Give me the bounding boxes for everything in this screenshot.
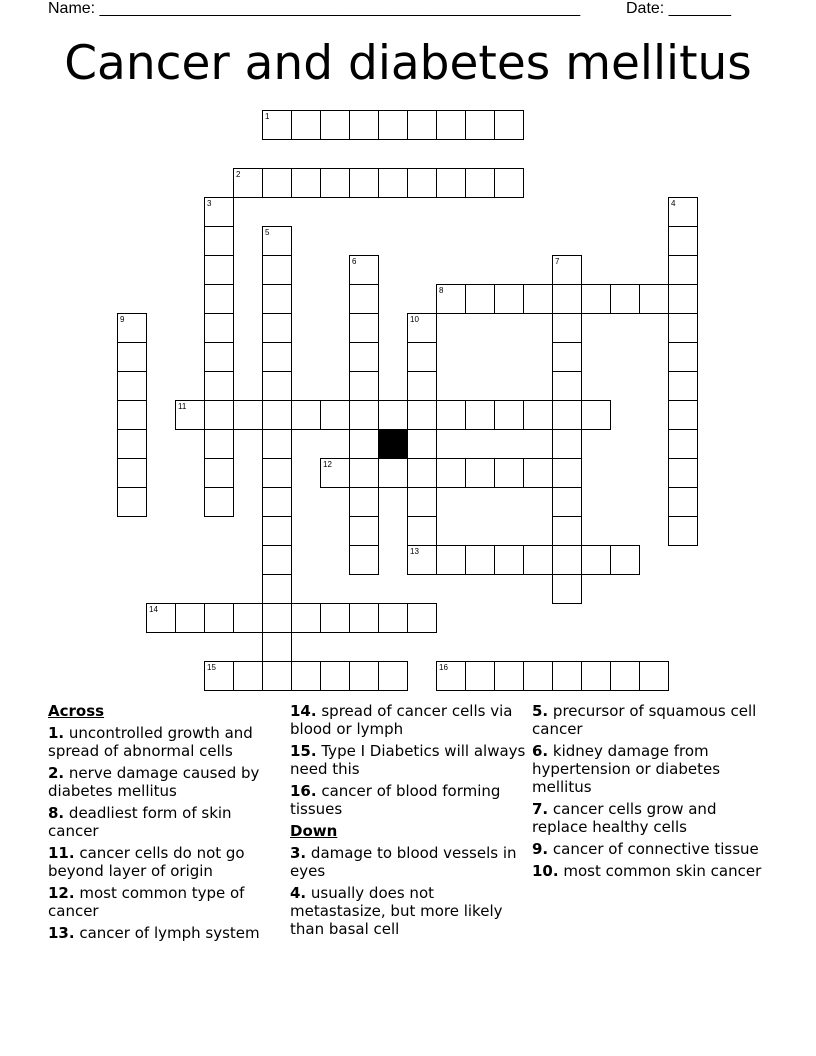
down-clue: 9. cancer of connective tissue	[532, 840, 759, 858]
grid-cell[interactable]	[581, 661, 611, 691]
across-clue: 16. cancer of blood forming tissues	[290, 782, 501, 818]
grid-cell[interactable]	[552, 400, 582, 430]
grid-cell[interactable]	[523, 400, 553, 430]
grid-cell[interactable]	[523, 458, 553, 488]
grid-cell[interactable]	[262, 661, 292, 691]
grid-cell[interactable]	[378, 603, 408, 633]
grid-cell[interactable]	[204, 458, 234, 488]
grid-cell[interactable]	[262, 603, 292, 633]
grid-cell[interactable]	[552, 516, 582, 546]
grid-cell[interactable]	[262, 487, 292, 517]
grid-cell[interactable]	[320, 661, 350, 691]
grid-cell[interactable]	[494, 168, 524, 198]
clue-number: 4	[671, 199, 676, 208]
grid-cell[interactable]	[204, 284, 234, 314]
grid-cell[interactable]	[320, 603, 350, 633]
grid-cell[interactable]	[291, 603, 321, 633]
clue-number: 5	[265, 228, 270, 237]
grid-cell[interactable]	[378, 110, 408, 140]
grid-cell[interactable]	[262, 342, 292, 372]
grid-cell[interactable]	[117, 371, 147, 401]
grid-cell[interactable]	[668, 487, 698, 517]
grid-cell[interactable]	[407, 168, 437, 198]
date-field[interactable]: Date: _______	[626, 0, 731, 17]
grid-cell[interactable]	[610, 545, 640, 575]
grid-cell[interactable]	[349, 661, 379, 691]
grid-cell[interactable]	[668, 313, 698, 343]
grid-cell[interactable]	[465, 661, 495, 691]
grid-cell[interactable]	[668, 342, 698, 372]
grid-cell[interactable]	[407, 458, 437, 488]
grid-cell[interactable]	[233, 603, 263, 633]
grid-cell[interactable]	[494, 400, 524, 430]
down-clue: 6. kidney damage from hypertension or diabetes mellitus	[532, 742, 721, 796]
clue-number: 16	[439, 663, 448, 672]
grid-cell[interactable]	[378, 168, 408, 198]
down-clue: 7. cancer cells grow and replace healthy cells	[532, 800, 717, 836]
across-clue: 12. most common type of cancer	[48, 884, 245, 920]
clue-number: 14	[149, 605, 158, 614]
grid-cell[interactable]	[349, 458, 379, 488]
grid-cell[interactable]	[668, 371, 698, 401]
clue-number: 3	[207, 199, 212, 208]
clue-number: 9	[120, 315, 125, 324]
grid-cell[interactable]	[407, 400, 437, 430]
grid-cell[interactable]	[349, 487, 379, 517]
grid-cell[interactable]	[204, 400, 234, 430]
grid-cell[interactable]	[262, 429, 292, 459]
grid-cell[interactable]	[320, 168, 350, 198]
grid-cell[interactable]	[436, 400, 466, 430]
across-clue: 1. uncontrolled growth and spread of abnormal cells	[48, 724, 253, 760]
grid-cell[interactable]	[668, 516, 698, 546]
grid-cell[interactable]	[465, 400, 495, 430]
grid-cell[interactable]	[233, 400, 263, 430]
grid-cell[interactable]	[552, 371, 582, 401]
clue-number: 2	[236, 170, 241, 179]
grid-cell[interactable]	[436, 545, 466, 575]
grid-cell[interactable]	[320, 400, 350, 430]
grid-cell[interactable]	[204, 226, 234, 256]
grid-cell[interactable]	[494, 284, 524, 314]
clue-column-2	[290, 702, 526, 942]
grid-cell[interactable]	[639, 284, 669, 314]
grid-cell[interactable]	[291, 661, 321, 691]
grid-cell[interactable]	[262, 255, 292, 285]
grid-cell[interactable]	[552, 545, 582, 575]
grid-cell[interactable]	[465, 284, 495, 314]
down-clue: 10. most common skin cancer	[532, 862, 762, 880]
across-clue: 8. deadliest form of skin cancer	[48, 804, 232, 840]
grid-cell[interactable]	[436, 110, 466, 140]
grid-cell[interactable]	[349, 400, 379, 430]
across-heading: Across	[48, 702, 105, 720]
grid-cell[interactable]	[436, 168, 466, 198]
grid-cell[interactable]	[204, 342, 234, 372]
grid-cell[interactable]	[465, 545, 495, 575]
grid-cell[interactable]	[552, 429, 582, 459]
grid-cell[interactable]	[204, 313, 234, 343]
grid-cell[interactable]	[407, 342, 437, 372]
across-clue: 13. cancer of lymph system	[48, 924, 260, 942]
grid-cell[interactable]	[349, 429, 379, 459]
clue-column-3	[532, 702, 772, 884]
grid-cell[interactable]	[552, 574, 582, 604]
grid-cell[interactable]	[349, 168, 379, 198]
grid-cell[interactable]	[494, 110, 524, 140]
grid-cell[interactable]	[262, 632, 292, 662]
grid-cell[interactable]	[349, 603, 379, 633]
clue-number: 7	[555, 257, 560, 266]
across-clue: 14. spread of cancer cells via blood or lymph	[290, 702, 513, 738]
grid-cell[interactable]	[262, 516, 292, 546]
grid-cell[interactable]	[204, 255, 234, 285]
grid-cell[interactable]	[407, 110, 437, 140]
grid-cell[interactable]	[349, 371, 379, 401]
clue-number: 1	[265, 112, 270, 121]
grid-cell[interactable]	[117, 458, 147, 488]
clue-number: 10	[410, 315, 419, 324]
across-clue: 11. cancer cells do not go beyond layer of origin	[48, 844, 245, 880]
grid-cell[interactable]	[581, 545, 611, 575]
grid-cell[interactable]	[349, 110, 379, 140]
grid-cell[interactable]	[407, 429, 437, 459]
grid-cell[interactable]	[552, 342, 582, 372]
clue-number: 8	[439, 286, 444, 295]
grid-cell[interactable]	[523, 545, 553, 575]
grid-cell[interactable]	[262, 168, 292, 198]
grid-cell[interactable]	[349, 313, 379, 343]
grid-cell[interactable]	[204, 603, 234, 633]
grid-cell[interactable]	[291, 400, 321, 430]
grid-cell[interactable]	[639, 661, 669, 691]
grid-cell[interactable]	[117, 400, 147, 430]
page-title: Cancer and diabetes mellitus	[64, 36, 752, 91]
grid-cell[interactable]	[204, 429, 234, 459]
grid-cell[interactable]	[407, 603, 437, 633]
grid-cell[interactable]	[668, 255, 698, 285]
clue-number: 15	[207, 663, 216, 672]
grid-cell[interactable]	[262, 371, 292, 401]
grid-cell[interactable]	[349, 516, 379, 546]
grid-cell[interactable]	[233, 661, 263, 691]
grid-cell[interactable]	[262, 400, 292, 430]
grid-cell[interactable]	[494, 661, 524, 691]
grid-cell[interactable]	[610, 284, 640, 314]
down-clue: 4. usually does not metastasize, but more likely than basal cell	[290, 884, 503, 938]
grid-cell[interactable]	[552, 284, 582, 314]
grid-cell[interactable]	[494, 545, 524, 575]
grid-cell[interactable]	[668, 458, 698, 488]
clue-column-1	[48, 702, 284, 946]
grid-cell[interactable]	[494, 458, 524, 488]
grid-cell[interactable]	[668, 284, 698, 314]
grid-cell[interactable]	[262, 284, 292, 314]
grid-cell[interactable]	[262, 313, 292, 343]
down-clue: 3. damage to blood vessels in eyes	[290, 844, 517, 880]
grid-cell[interactable]	[349, 284, 379, 314]
down-heading: Down	[290, 822, 338, 840]
grid-cell[interactable]	[581, 284, 611, 314]
grid-cell[interactable]	[407, 487, 437, 517]
grid-cell[interactable]	[668, 400, 698, 430]
grid-cell[interactable]	[291, 168, 321, 198]
grid-cell[interactable]	[378, 661, 408, 691]
grid-cell[interactable]	[552, 661, 582, 691]
grid-cell[interactable]	[465, 168, 495, 198]
clue-number: 13	[410, 547, 419, 556]
grid-cell[interactable]	[407, 516, 437, 546]
grid-cell[interactable]	[610, 661, 640, 691]
grid-cell[interactable]	[378, 400, 408, 430]
grid-cell[interactable]	[407, 371, 437, 401]
grid-cell[interactable]	[262, 545, 292, 575]
across-clue: 2. nerve damage caused by diabetes mellitus	[48, 764, 260, 800]
grid-cell[interactable]	[581, 400, 611, 430]
grid-cell[interactable]	[117, 487, 147, 517]
grid-cell[interactable]	[117, 342, 147, 372]
grid-cell[interactable]	[465, 110, 495, 140]
grid-cell[interactable]	[117, 429, 147, 459]
grid-cell[interactable]	[291, 110, 321, 140]
grid-cell[interactable]	[175, 603, 205, 633]
clue-number: 11	[178, 402, 187, 411]
grid-cell[interactable]	[320, 110, 350, 140]
across-clue: 15. Type I Diabetics will always need this	[290, 742, 526, 778]
grid-cell[interactable]	[465, 458, 495, 488]
clue-number: 6	[352, 257, 357, 266]
grid-cell[interactable]	[262, 574, 292, 604]
grid-cell[interactable]	[552, 487, 582, 517]
grid-cell[interactable]	[378, 458, 408, 488]
grid-cell[interactable]	[262, 458, 292, 488]
grid-cell[interactable]	[523, 661, 553, 691]
grid-cell[interactable]	[523, 284, 553, 314]
grid-cell[interactable]	[349, 545, 379, 575]
grid-cell[interactable]	[436, 458, 466, 488]
grid-cell[interactable]	[204, 487, 234, 517]
grid-cell[interactable]	[668, 429, 698, 459]
black-cell	[378, 429, 408, 459]
grid-cell[interactable]	[552, 313, 582, 343]
down-clue: 5. precursor of squamous cell cancer	[532, 702, 757, 738]
grid-cell[interactable]	[552, 458, 582, 488]
clue-number: 12	[323, 460, 332, 469]
grid-cell[interactable]	[204, 371, 234, 401]
name-field[interactable]: Name: ______________________________________________________	[48, 0, 581, 17]
grid-cell[interactable]	[668, 226, 698, 256]
grid-cell[interactable]	[349, 342, 379, 372]
